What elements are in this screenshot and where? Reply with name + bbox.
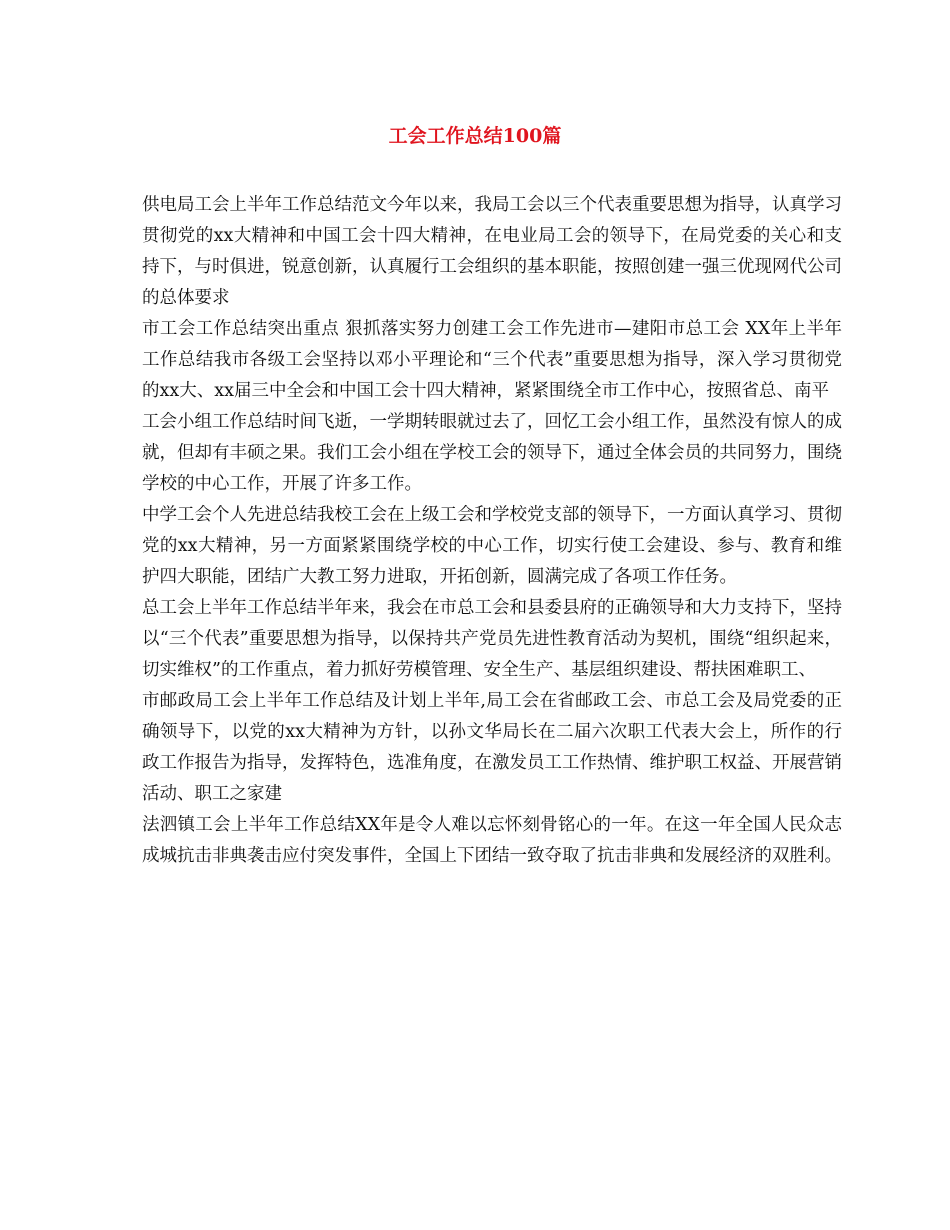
document-body <box>142 190 842 872</box>
paragraph-2: 市工会工作总结突出重点 狠抓落实努力创建工会工作先进市—建阳市总工会 XX年上半年工作总结我市各级工会坚持以邓小平理论和“三个代表”重要思想为指导，深入学习贯彻党的xx大、xx届三中全会和中国工会十四大精神，紧紧围绕全市工作中心，按照省总、南平 <box>142 319 842 401</box>
paragraph-1: 供电局工会上半年工作总结范文今年以来，我局工会以三个代表重要思想为指导，认真学习贯彻党的xx大精神和中国工会十四大精神，在电业局工会的领导下，在局党委的关心和支持下，与时俱进，锐意创新，认真履行工会组织的基本职能，按照创建一强三优现网代公司的总体要求 <box>142 195 842 308</box>
paragraph-7: 法泗镇工会上半年工作总结XX年是令人难以忘怀刻骨铭心的一年。在这一年全国人民众志成城抗击非典袭击应付突发事件，全国上下团结一致夺取了抗击非典和发展经济的双胜利。 <box>142 815 842 866</box>
paragraph-4: 中学工会个人先进总结我校工会在上级工会和学校党支部的领导下，一方面认真学习、贯彻党的xx大精神，另一方面紧紧围绕学校的中心工作，切实行使工会建设、参与、教育和维护四大职能，团结广大教工努力进取，开拓创新，圆满完成了各项工作任务。 <box>142 505 842 587</box>
paragraph-5: 总工会上半年工作总结半年来，我会在市总工会和县委县府的正确领导和大力支持下，坚持以“三个代表”重要思想为指导，以保持共产党员先进性教育活动为契机，围绕“组织起来，切实维权”的工作重点，着力抓好劳模管理、安全生产、基层组织建设、帮扶困难职工、 <box>142 598 842 680</box>
document-title: 工会工作总结100篇 <box>388 125 562 147</box>
paragraph-6: 市邮政局工会上半年工作总结及计划上半年,局工会在省邮政工会、市总工会及局党委的正确领导下，以党的xx大精神为方针，以孙文华局长在二届六次职工代表大会上，所作的行政工作报告为指导，发挥特色，选准角度，在激发员工工作热情、维护职工权益、开展营销活动、职工之家建 <box>142 691 842 804</box>
paragraph-3: 工会小组工作总结时间飞逝，一学期转眼就过去了，回忆工会小组工作，虽然没有惊人的成就，但却有丰硕之果。我们工会小组在学校工会的领导下，通过全体会员的共同努力，围绕学校的中心工作，开展了许多工作。 <box>142 412 842 494</box>
